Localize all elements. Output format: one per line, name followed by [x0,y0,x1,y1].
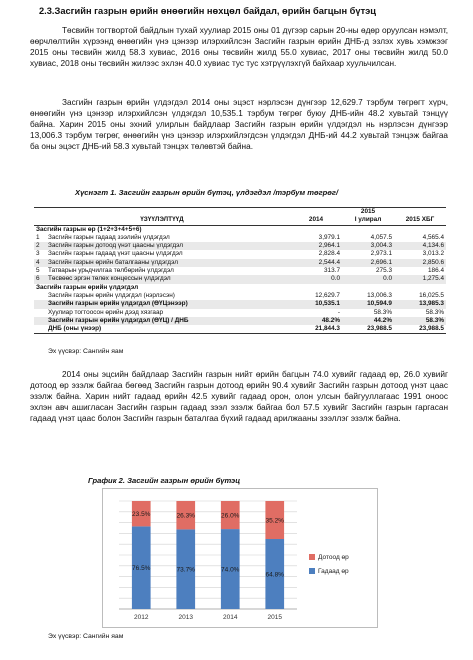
value-2015-q1: 275.3 [376,267,392,275]
value-2015-q1: 23,988.5 [342,325,394,334]
paragraph-1: Төсвийн тогтвортой байдлын тухай хуулиар 2015 оны 01 дүгээр сарын 20-ны өдөр оруулсан нэмэлт, өөрчлөлтийн хүрээнд өнөөгийн үнэ цэнээр илэрхийлсэн Засгийн газрын өрийн ДНБ-д эзлэх хувь хэмжээг 2015 оны төсвийн жилд 58.3 хувиас, 2016 оны төсвийн жилд 55.0 хувиас, 2017 оны төсвийн жилд 50.0 хувиас, 2018 оны төсвийн жилээс эхлэн 40.0 хувиас тус тус хэтрүүлэхгүй байхаар хуульчилсан. [30,26,448,68]
row-number-empty [34,325,46,334]
chart-frame [102,488,378,628]
table-row [34,267,446,275]
row-number: 1 [36,233,40,241]
header-2015-budget: 2015 ХБГ [394,208,446,226]
value-2015-budget: 23,988.5 [394,325,446,334]
row-label: Засгийн газрын өрийн үлдэгдэл (нэрлэсэн) [48,291,175,299]
data-label: 74.0% [221,566,240,574]
section-debt-balance [34,284,446,292]
value-2015-budget: 186.4 [428,267,444,275]
value-2015-q1: 13,006.3 [367,291,392,299]
section-heading: 2.3.Засгийн газрын өрийн өнөөгийн нөхцөл байдал, өрийн багцын бүтэц [39,6,376,16]
value-2015-budget: 1,275.4 [394,275,446,283]
chart-title: График 2. Засгийн газрын өрийн бүтэц [88,476,241,485]
value-2014: 48.2% [290,317,342,325]
value-2015-budget: 16,025.5 [419,291,444,299]
paragraph-2: Засгийн газрын өрийн үлдэгдэл 2014 оны эцэст нэрлэсэн дүнгээр 12,629.7 тэрбум төгрөгт хүрч, өнөөгийн үнэ цэнээр илэрхийлсэн үлдэгдэл 10,535.1 тэрбум төгрөг буюу ДНБ-ийн 48.2 хувьтай тэнцүү байна. Харин 2015 оны эхний улирлын байдлаар Засгийн газрын өрийн үлдэгдэл нь нэрлэсэн дүнгээр 13,006.3 тэрбум төгрөг, өнөөгийн үнэ цэнээр илэрхийлэгдсэн үлдэгдэл ДНБ-ий 44.2 хувьтай тэнцэж байгаа ба оны эцэст ДНБ-ий 58.3 хувьтай тэнцэх төлөвтэй байна. [30,98,448,151]
table-title: Хүснэгт 1. Засгийн газрын өрийн бүтэц, үлдэгдэл /тэрбум төгрөг/ [75,188,339,197]
row-label: Засгийн газрын гадаад зээлийн үлдэгдэл [48,233,170,241]
row-label: Хуулиар тогтоосон өрийн дээд хязгаар [48,308,164,316]
row-number: 2 [34,242,46,250]
x-tick-label: 2013 [178,614,193,621]
row-label: Засгийн газрын дотоод үнэт цаасны үлдэгдэл [46,242,290,250]
value-2015-q1: 4,057.5 [370,233,392,241]
table-row [34,275,446,283]
row-number-empty [34,317,46,325]
x-tick-label: 2012 [134,614,149,621]
table-body [34,225,446,334]
row-label: Засгийн газрын өрийн баталгааны үлдэгдэл [46,259,290,267]
row-number: 5 [36,267,40,275]
table-row [34,259,446,267]
row-number-empty [34,309,46,317]
value-2014: 10,535.1 [290,300,342,308]
table-row [34,317,446,325]
legend-swatch [309,568,315,574]
data-label: 26.0% [221,512,240,520]
value-2014: 3,979.1 [318,233,340,241]
header-2014: 2014 [290,208,342,226]
row-label: ДНБ (оны үнээр) [46,325,290,334]
value-2015-budget: 4,565.4 [422,233,444,241]
x-tick-label: 2014 [223,614,238,621]
data-label: 26.3% [176,512,195,520]
value-2015-budget: 58.3% [394,317,446,325]
row-number: 4 [34,259,46,267]
header-2015-year: 2015 [360,208,376,215]
table-row [34,300,446,308]
paragraph-3: 2014 оны эцсийн байдлаар Засгийн газрын нийт өрийн багцын 74.0 хувийг гадаад өр, 26.0 хувийг дотоод өр эзэлж байгаа бөгөөд Засгийн газрын дотоод өрийн 90.4 хувийг Засгийн газрын дотоод үнэт цаас эзэлж байна. Харин нийт гадаад өрийн 42.5 хувийг гадаад орон, олон улсын байгууллагаас 1991 оноос эхлэн авч ашигласан Засгийн газрын гадаад зээл эзэлж байгаа бол 57.5 хувийг Засгийн газрын гаргасан гадаад үнэт цаас болон Засгийн газрын баталгаа бүхий гадаад арилжааны зээллэг эзэлж байна. [30,370,448,423]
value-2014: 313.7 [324,267,340,275]
data-label: 73.7% [176,566,195,574]
header-indicators: ҮЗҮҮЛЭЛТҮҮД [34,208,290,226]
section-debt-balance-label: Засгийн газрын өрийн үлдэгдэл [36,283,139,291]
table-row [34,234,446,242]
table-row [34,309,446,317]
legend-label: Гадаад өр [318,568,349,575]
value-2015-q1: 44.2% [342,317,394,325]
data-label: 35.2% [265,517,284,525]
value-2015-q1: 2,696.1 [342,259,394,267]
section-total-debt-label: Засгийн газрын өр (1+2+3+4+5+6) [36,225,142,233]
value-2015-budget: 4,134.6 [394,242,446,250]
value-2015-q1: 0.0 [342,275,394,283]
legend-swatch [309,554,315,560]
value-2014: 0.0 [290,275,342,283]
chart-source-note: Эх үүсвэр: Сангийн яам [48,633,124,640]
row-label: Засгийн газрын өрийн үлдэгдэл (ӨҮЦэнээр) [46,300,290,308]
data-label: 76.5% [132,565,151,573]
value-2015-q1: 3,004.3 [342,242,394,250]
value-2015-budget: 3,013.2 [422,250,444,258]
debt-structure-chart [103,489,379,629]
value-2014: 2,964.1 [290,242,342,250]
value-2014: 12,629.7 [315,291,340,299]
data-label: 23.5% [132,511,151,519]
value-2015-q1: 58.3% [373,308,392,316]
table-row [34,325,446,334]
value-2015-q1: 10,594.9 [342,300,394,308]
row-label: Засгийн газрын өрийн үлдэгдэл (ӨҮЦ) / ДНБ [46,317,290,325]
table-row [34,250,446,258]
table-source-note: Эх үүсвэр: Сангийн яам [48,348,124,355]
header-2015-quarter: I улирал [354,216,382,224]
value-2015-budget: 13,985.3 [394,300,446,308]
row-number: 6 [34,275,46,283]
header-2015-q1 [342,208,394,226]
value-2015-budget: 58.3% [425,308,444,316]
value-2015-q1: 2,973.1 [370,250,392,258]
section-total-debt [34,225,446,234]
value-2014: 2,828.4 [318,250,340,258]
debt-structure-table [34,207,446,334]
x-tick-label: 2015 [267,614,282,621]
value-2015-budget: 2,850.6 [394,259,446,267]
row-label: Засгийн газрын гадаад үнэт цаасны үлдэгдэл [48,250,183,258]
row-number-empty [34,292,46,300]
value-2014: - [337,308,340,316]
row-number-empty [34,300,46,308]
data-label: 64.8% [265,571,284,579]
row-number: 3 [36,250,40,258]
value-2014: 21,844.3 [290,325,342,334]
legend-label: Дотоод өр [318,554,349,561]
value-2014: 2,544.4 [290,259,342,267]
row-label: Төсвөөс эргэн төлөх концессын үлдэгдэл [46,275,290,283]
row-label: Татварын урьдчилгаа төлбөрийн үлдэгдэл [48,267,174,275]
